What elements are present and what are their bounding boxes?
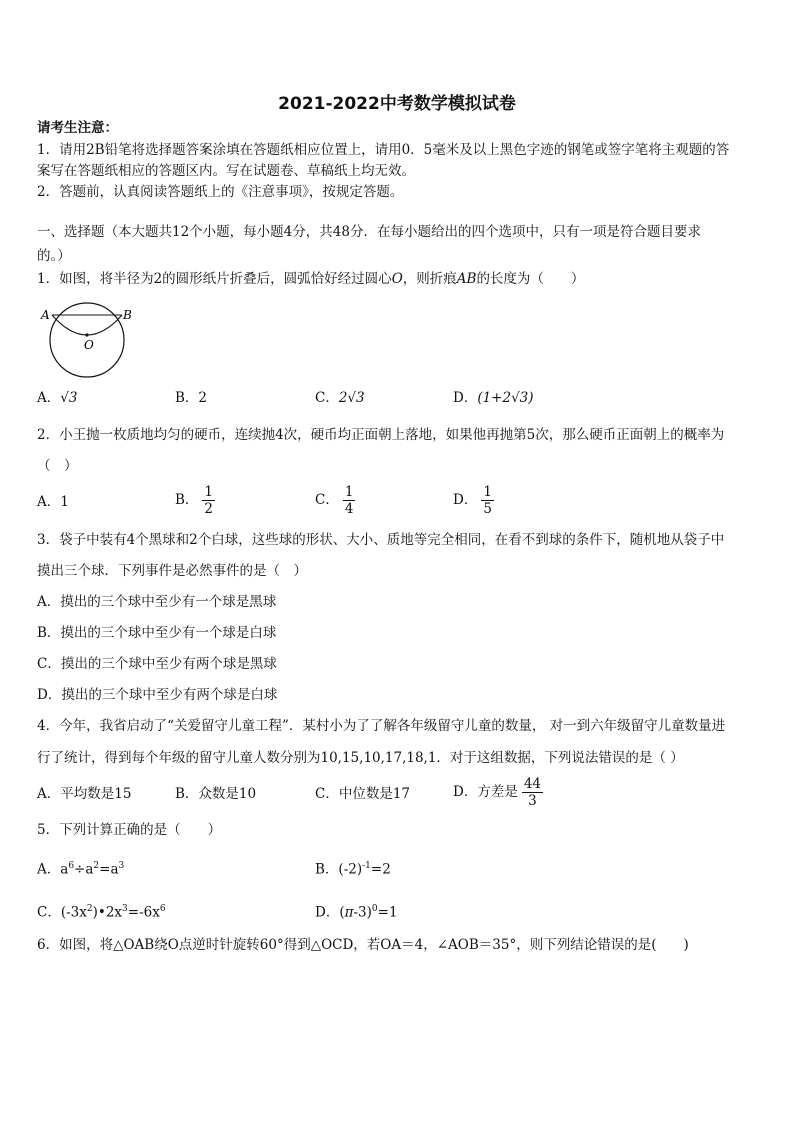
question-3-option-d: D．摸出的三个球中至少有两个球是白球: [37, 687, 278, 703]
question-4-option-a: A．平均数是15: [37, 786, 132, 802]
option-c-value: 2√3: [338, 390, 365, 406]
question-1-text-a: 1．如图，将半径为2的圆形纸片折叠后，圆弧恰好经过圆心: [37, 271, 392, 287]
question-3-option-c: C．摸出的三个球中至少有两个球是黑球: [37, 656, 277, 672]
fraction-one-fifth: $\frac{1}{5}$: [483, 484, 492, 517]
option-a-value: √3: [60, 390, 78, 406]
question-5-text: 5．下列计算正确的是（ ）: [37, 822, 222, 838]
question-3-line-2: 摸出三个球．下列事件是必然事件的是（ ）: [37, 563, 307, 579]
question-1-var-o: O: [391, 271, 403, 287]
question-1-option-b: B．2: [175, 390, 208, 406]
question-1-circle-figure: [38, 302, 134, 382]
question-1-var-ab: AB: [456, 271, 477, 287]
question-6-text: 6．如图，将△OAB绕O点逆时针旋转60°得到△OCD，若OA＝4，∠AOB＝35°，则下列结论错误的是( ): [37, 937, 689, 953]
question-1-text-b: ，则折痕: [402, 271, 457, 287]
notice-item-1-line-1: 1．请用2B铅笔将选择题答案涂填在答题纸相应位置上，请用0．5毫米及以上黑色字迹的钢笔或签字笔将主观题的答: [37, 142, 730, 158]
question-5-option-a: A．$a^6\div a^2=a^3$: [37, 861, 125, 878]
question-5-option-d: D．$(\pi-3)^0=1$: [315, 904, 398, 921]
question-1-option-c: C．2√3: [315, 390, 365, 406]
question-2-line-2: （ ）: [37, 458, 78, 474]
question-3-option-a: A．摸出的三个球中至少有一个球是黑球: [37, 594, 277, 610]
question-2-option-a: A．1: [37, 494, 69, 510]
question-5-option-c: C．$(-3x^2)•2x^3=-6x^6$: [37, 904, 166, 921]
section-header-line-2: 的。）: [37, 248, 71, 264]
question-2-line-1: 2．小王抛一枚质地均匀的硬币，连续抛4次，硬币均正面朝上落地，如果他再抛第5次，那么硬币正面朝上的概率为: [37, 427, 725, 443]
section-header-line-1: 一、选择题（本大题共12个小题，每小题4分，共48分．在每小题给出的四个选项中，只有一项是符合题目要求: [37, 224, 701, 240]
notice-item-1-line-2: 案写在答题纸相应的答题区内。写在试题卷、草稿纸上均无效。: [37, 163, 415, 179]
fraction-one-half: $\frac{1}{2}$: [204, 484, 214, 517]
fraction-one-quarter: $\frac{1}{4}$: [344, 484, 354, 517]
question-4-option-b: B．众数是10: [175, 786, 257, 802]
question-2-option-b: B． $\frac{1}{2}$: [175, 484, 214, 517]
question-3-line-1: 3．袋子中装有4个黑球和2个白球，这些球的形状、大小、质地等完全相同，在看不到球的条件下，随机地从袋子中: [37, 532, 725, 548]
option-d-value: (1+2√3): [477, 390, 534, 406]
question-5-option-b: B．$(-2)^{-1}=2$: [315, 861, 391, 878]
question-4-line-2: 行了统计，得到每个年级的留守儿童人数分别为10,15,10,17,18,1．对于这组数据，下列说法错误的是（ ）: [37, 750, 684, 766]
figure-label-a: A: [41, 308, 50, 322]
question-4-option-d: D．方差是 $\frac{44}{3}$: [453, 776, 542, 809]
figure-label-o: O: [84, 338, 94, 352]
option-b-value: 2: [198, 390, 208, 406]
fraction-44-over-3: $\frac{44}{3}$: [523, 776, 542, 809]
notice-heading: 请考生注意：: [37, 120, 118, 136]
question-2-option-c: C． $\frac{1}{4}$: [315, 484, 354, 517]
question-1-option-d: D．(1+2√3): [453, 390, 534, 406]
figure-label-b: B: [123, 308, 132, 322]
question-4-option-c: C．中位数是17: [315, 786, 411, 802]
question-2-option-d: D． $\frac{1}{5}$: [453, 484, 492, 517]
question-1-option-a: A．√3: [37, 390, 78, 406]
notice-item-2: 2．答题前，认真阅读答题纸上的《注意事项》，按规定答题。: [37, 184, 404, 200]
question-3-option-b: B．摸出的三个球中至少有一个球是白球: [37, 625, 277, 641]
question-4-line-1: 4．今年，我省启动了“关爱留守儿童工程”．某村小为了了解各年级留守儿童的数量， 对一到六年级留守儿童数量进: [37, 718, 726, 734]
page-title: 2021-2022中考数学模拟试卷: [278, 94, 516, 114]
question-1-text-c: 的长度为（ ）: [476, 271, 585, 287]
question-1-text: [37, 270, 584, 288]
